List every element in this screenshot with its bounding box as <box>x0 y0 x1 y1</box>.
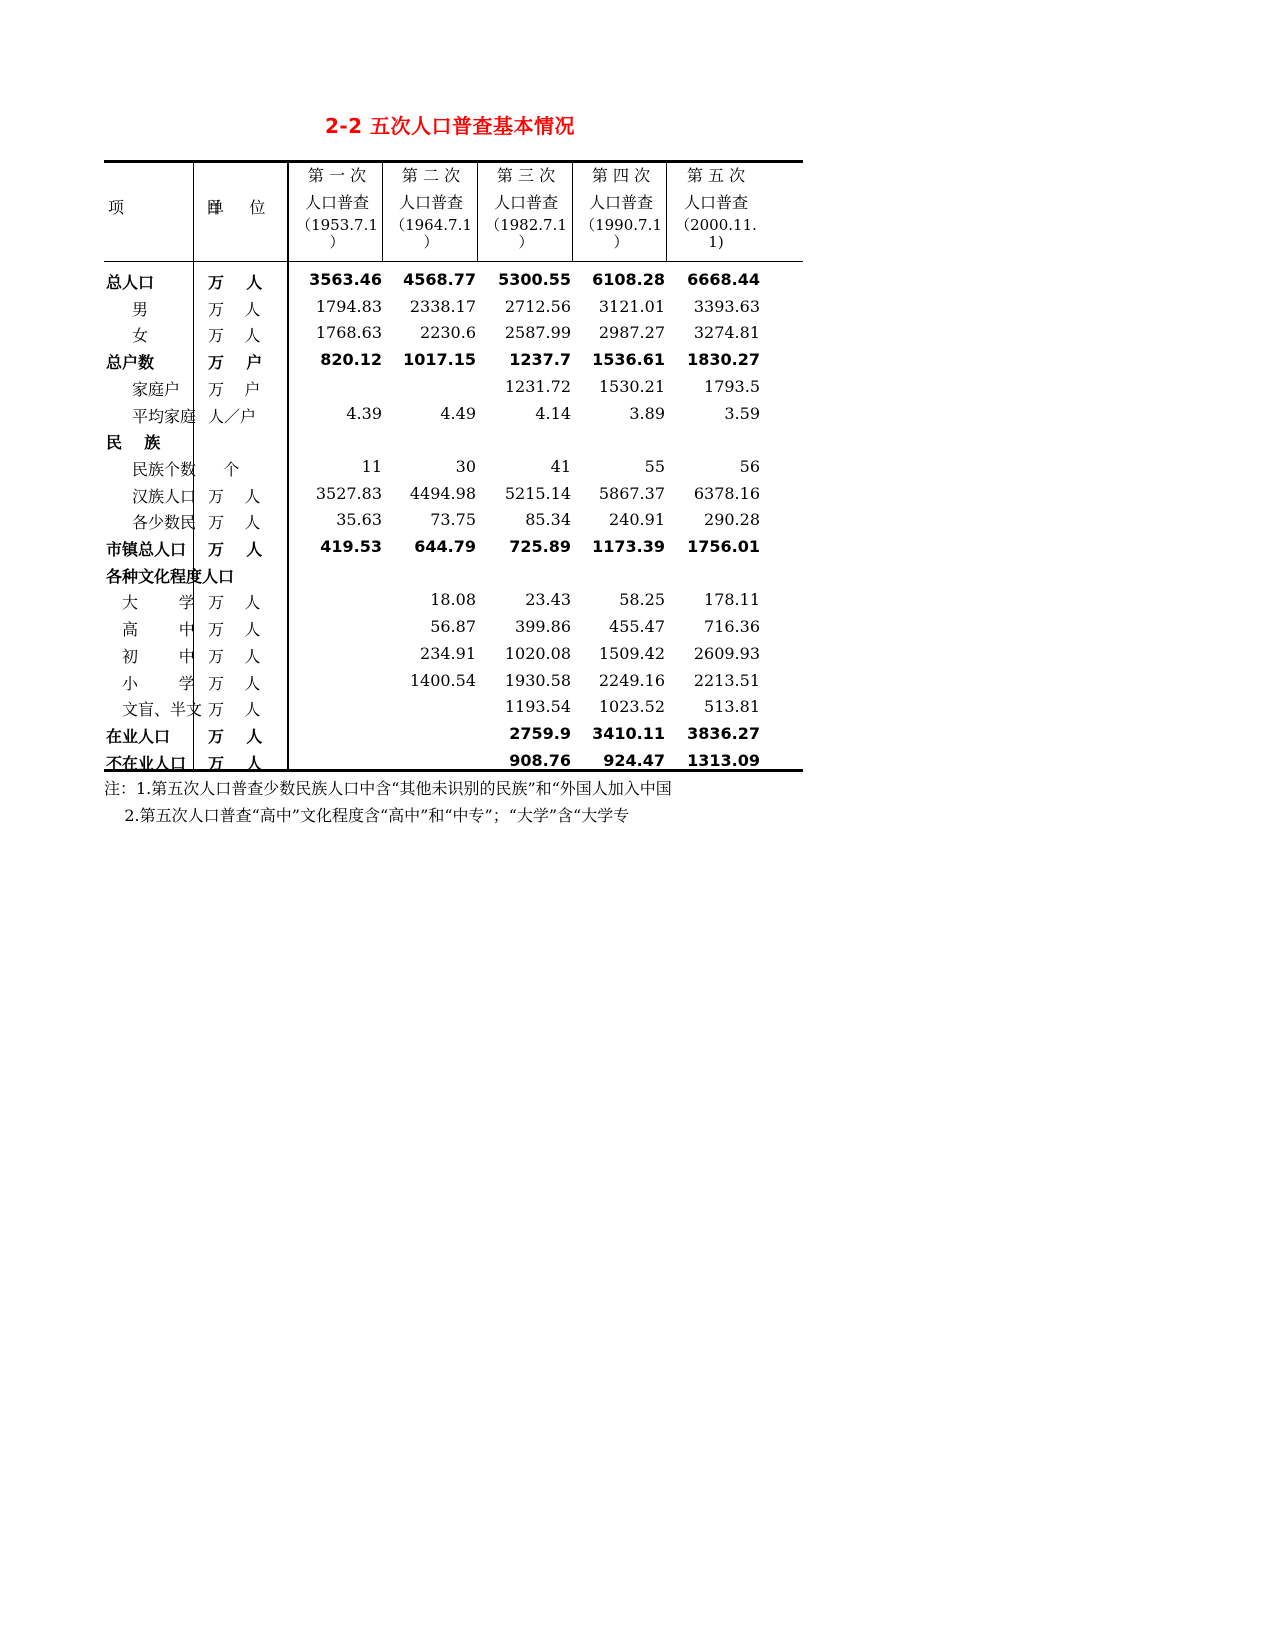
row-value-census-3: 2712.56 <box>504 296 571 316</box>
row-value-census-3: 399.86 <box>515 617 571 637</box>
row-value-census-4: 1023.52 <box>598 697 665 717</box>
row-value-census-5: 56 <box>739 456 760 476</box>
row-value-census-5: 3393.63 <box>693 296 760 316</box>
row-value-census-4: 5867.37 <box>598 483 665 503</box>
row-value-census-1: 1794.83 <box>315 296 382 316</box>
row-unit: 万 人 <box>208 700 261 720</box>
table-row <box>104 373 803 401</box>
header-census-1-date-end: ） <box>329 233 345 251</box>
header-census-5-line1: 第 五 次 <box>686 166 746 185</box>
header-census-5-date: （2000.11. <box>675 216 757 234</box>
row-unit: 万 人 <box>208 486 261 506</box>
col-divider-4 <box>666 163 667 261</box>
header-census-2-date: （1964.7.1 <box>390 216 472 234</box>
row-value-census-5: 178.11 <box>704 590 760 610</box>
row-item-label: 在业人口 <box>106 726 171 746</box>
row-item-label: 各种文化程度人口 <box>106 566 235 586</box>
table-row <box>104 533 803 561</box>
table-row <box>104 667 803 695</box>
header-census-4-date-end: ） <box>613 233 629 251</box>
row-value-census-3: 725.89 <box>509 537 571 556</box>
table-row <box>104 480 803 508</box>
table-row <box>104 453 803 481</box>
table-row <box>104 426 803 454</box>
row-value-census-4: 240.91 <box>609 510 665 530</box>
row-value-census-2: 4568.77 <box>403 270 476 289</box>
row-value-census-5: 716.36 <box>704 617 760 637</box>
row-value-census-1: 1768.63 <box>315 323 382 343</box>
table-row <box>104 747 803 775</box>
row-value-census-3: 1193.54 <box>504 697 571 717</box>
row-value-census-3: 41 <box>550 456 571 476</box>
row-item-label: 市镇总人口 <box>106 540 187 559</box>
row-value-census-2: 1400.54 <box>409 670 476 690</box>
row-unit: 万 人 <box>208 726 263 746</box>
footnotes <box>104 775 803 829</box>
row-value-census-4: 924.47 <box>603 750 665 770</box>
table-row <box>104 693 803 721</box>
header-census-2-line1: 第 二 次 <box>401 166 461 185</box>
row-value-census-1: 4.39 <box>346 403 382 423</box>
row-value-census-5: 1830.27 <box>687 350 760 370</box>
row-value-census-2: 30 <box>455 456 476 476</box>
col-divider-1 <box>382 163 383 261</box>
row-item-label: 男 <box>132 299 149 319</box>
table-row <box>104 586 803 614</box>
row-value-census-4: 6108.28 <box>592 270 665 289</box>
row-item-label: 总人口 <box>106 273 155 292</box>
row-value-census-1: 11 <box>361 456 382 476</box>
row-value-census-4: 455.47 <box>609 617 665 637</box>
table-row <box>104 720 803 748</box>
header-census-1-date: （1953.7.1 <box>296 216 378 234</box>
row-value-census-4: 2987.27 <box>598 323 665 343</box>
header-census-4-line1: 第 四 次 <box>591 166 651 185</box>
table-row <box>104 319 803 347</box>
row-value-census-1: 3563.46 <box>309 270 382 289</box>
row-value-census-2: 644.79 <box>414 537 476 556</box>
row-value-census-4: 3121.01 <box>598 296 665 316</box>
row-value-census-2: 4.49 <box>440 403 476 423</box>
row-value-census-4: 1536.61 <box>592 350 665 370</box>
col-divider-2 <box>477 163 478 261</box>
header-census-3 <box>481 162 571 250</box>
row-item-label: 女 <box>132 326 149 346</box>
row-value-census-4: 1530.21 <box>598 376 665 396</box>
row-unit: 万 人 <box>208 540 263 559</box>
row-value-census-2: 2338.17 <box>409 296 476 316</box>
row-unit: 万 人 <box>208 299 261 319</box>
table-row <box>104 400 803 428</box>
row-item-label: 家庭户 <box>132 379 181 399</box>
col-divider-3 <box>572 163 573 261</box>
row-value-census-2: 4494.98 <box>409 483 476 503</box>
row-value-census-1: 3527.83 <box>315 483 382 503</box>
row-value-census-5: 3.59 <box>724 403 760 423</box>
row-value-census-1: 35.63 <box>336 510 382 530</box>
row-unit: 万 人 <box>208 326 261 346</box>
row-value-census-1: 419.53 <box>320 537 382 556</box>
row-value-census-4: 3410.11 <box>592 723 665 743</box>
header-census-1 <box>292 162 382 250</box>
row-item-label: 小 学 <box>122 673 195 693</box>
footnote-2: 2.第五次人口普查“高中”文化程度含“高中”和“中专”；“大学”含“大学专 <box>104 806 630 825</box>
row-item-label: 高 中 <box>122 620 195 640</box>
row-value-census-3: 85.34 <box>525 510 571 530</box>
header-census-5-line2: 人口普查 <box>683 193 748 212</box>
row-value-census-5: 2609.93 <box>693 643 760 663</box>
table-row <box>104 346 803 374</box>
header-census-5-date-end: 1) <box>708 233 724 251</box>
row-unit: 万 人 <box>208 593 261 613</box>
row-value-census-4: 3.89 <box>629 403 665 423</box>
row-value-census-5: 1756.01 <box>687 537 760 556</box>
row-unit: 个 <box>208 459 240 479</box>
row-value-census-3: 23.43 <box>525 590 571 610</box>
row-unit: 万 人 <box>208 620 261 640</box>
row-unit: 万 人 <box>208 273 263 292</box>
row-value-census-2: 18.08 <box>430 590 476 610</box>
row-item-label: 总户数 <box>106 353 155 373</box>
row-value-census-4: 55 <box>644 456 665 476</box>
page-title: 2-2 五次人口普查基本情况 <box>324 114 576 138</box>
row-value-census-5: 290.28 <box>704 510 760 530</box>
row-value-census-5: 6378.16 <box>693 483 760 503</box>
row-value-census-5: 3836.27 <box>687 723 760 743</box>
header-census-2-line2: 人口普查 <box>398 193 463 212</box>
row-unit: 万 户 <box>208 379 261 399</box>
table-row <box>104 560 803 588</box>
row-value-census-3: 1930.58 <box>504 670 571 690</box>
header-census-4-date: （1990.7.1 <box>580 216 662 234</box>
row-value-census-3: 1231.72 <box>504 376 571 396</box>
header-census-4-line2: 人口普查 <box>588 193 653 212</box>
row-value-census-2: 1017.15 <box>403 350 476 370</box>
header-item: 项 目 <box>108 198 222 217</box>
row-item-label: 初 中 <box>122 646 195 666</box>
row-item-label: 平均家庭 <box>132 406 197 426</box>
row-item-label: 大 学 <box>122 593 195 613</box>
row-item-label: 民族个数 <box>132 459 197 479</box>
row-value-census-3: 5215.14 <box>504 483 571 503</box>
row-value-census-2: 73.75 <box>430 510 476 530</box>
row-value-census-3: 2759.9 <box>509 723 571 743</box>
row-unit: 万 人 <box>208 646 261 666</box>
row-value-census-3: 908.76 <box>509 750 571 770</box>
row-value-census-4: 2249.16 <box>598 670 665 690</box>
row-value-census-5: 1793.5 <box>704 376 760 396</box>
row-value-census-1: 820.12 <box>320 350 382 370</box>
header-census-3-date-end: ） <box>518 233 534 251</box>
row-item-label: 汉族人口 <box>132 486 197 506</box>
row-value-census-3: 1020.08 <box>504 643 571 663</box>
table-row <box>104 640 803 668</box>
row-unit: 万 人 <box>208 753 263 773</box>
row-value-census-5: 6668.44 <box>687 270 760 289</box>
header-census-5 <box>670 162 762 250</box>
row-value-census-5: 1313.09 <box>687 750 760 770</box>
header-census-3-line1: 第 三 次 <box>496 166 556 185</box>
header-census-1-line2: 人口普查 <box>304 193 369 212</box>
row-value-census-3: 5300.55 <box>498 270 571 289</box>
row-value-census-3: 1237.7 <box>509 350 571 370</box>
row-value-census-4: 1173.39 <box>592 537 665 556</box>
row-unit: 万 人 <box>208 673 261 693</box>
row-value-census-3: 4.14 <box>535 403 571 423</box>
header-census-1-line1: 第 一 次 <box>307 166 367 185</box>
header-census-3-date: （1982.7.1 <box>485 216 567 234</box>
row-unit: 万 户 <box>208 353 263 373</box>
header-census-4 <box>576 162 666 250</box>
row-item-label: 不在业人口 <box>106 753 187 773</box>
row-value-census-3: 2587.99 <box>504 323 571 343</box>
row-value-census-2: 56.87 <box>430 617 476 637</box>
row-value-census-5: 3274.81 <box>693 323 760 343</box>
row-value-census-5: 513.81 <box>704 697 760 717</box>
row-value-census-5: 2213.51 <box>693 670 760 690</box>
row-item-label: 各少数民 <box>132 513 197 533</box>
header-bottom-rule <box>104 261 803 262</box>
row-value-census-2: 2230.6 <box>420 323 476 343</box>
header-census-3-line2: 人口普查 <box>493 193 558 212</box>
row-unit: 人／户 <box>208 406 257 426</box>
table-row <box>104 506 803 534</box>
row-unit: 万 人 <box>208 513 261 533</box>
table-row <box>104 613 803 641</box>
table-row <box>104 293 803 321</box>
row-value-census-4: 58.25 <box>619 590 665 610</box>
row-value-census-2: 234.91 <box>420 643 476 663</box>
header-unit: 单 位 <box>208 198 266 217</box>
header-census-2 <box>386 162 476 250</box>
header-census-2-date-end: ） <box>423 233 439 251</box>
footnote-1: 注：1.第五次人口普查少数民族人口中含“其他未识别的民族”和“外国人加入中国 <box>104 779 672 798</box>
row-item-label: 文盲、半文 <box>122 700 203 720</box>
row-item-label: 民 族 <box>106 433 161 453</box>
table-row <box>104 266 803 294</box>
row-value-census-4: 1509.42 <box>598 643 665 663</box>
